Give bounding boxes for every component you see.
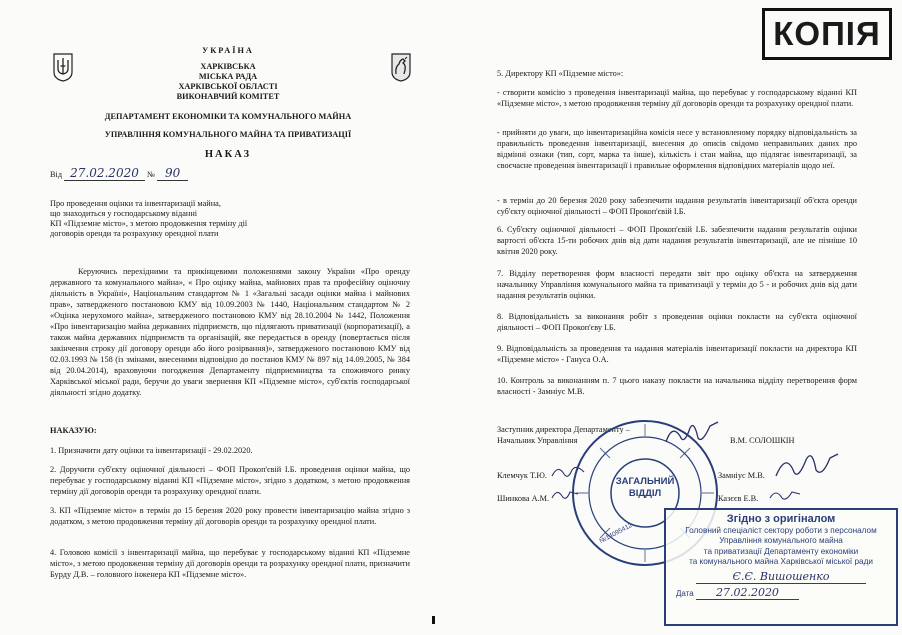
approval-left-2: Шинкова А.М. [497, 494, 550, 503]
country-title: УКРАЇНА [202, 46, 254, 55]
kharkiv-emblem-icon [390, 52, 412, 87]
seal-center-line: ЗАГАЛЬНИЙ [615, 476, 675, 487]
number-value: 90 [157, 166, 188, 181]
approval-right-1: Замніус М.В. [718, 471, 765, 480]
round-seal-center-text [612, 476, 678, 500]
document-type-title: НАКАЗ [204, 149, 252, 160]
order-item-10: 10. Контроль за виконанням п. 7 цього наказу покласти на начальника відділу перетворення форм власності - Замніус М.В. [497, 376, 857, 397]
document-right-page [450, 0, 902, 635]
approval-signature-icon [772, 448, 842, 482]
certified-copy-stamp [664, 508, 898, 626]
order-item-7: 7. Відділу перетворення форм власності передати звіт про оцінку об'єкта на затвердження начальнику Управління комунального майна та приватизації у термін до 5 - и робочих днів від дати надання результатів оцінки. [497, 269, 857, 301]
certified-stamp-title: Згідно з оригіналом [726, 513, 836, 525]
subject-block [50, 199, 330, 239]
subject-line: що знаходиться у господарському віданні [50, 209, 198, 219]
certified-stamp-line: та приватизації Департаменту економіки [703, 546, 859, 556]
certified-stamp-date-value: 27.02.2020 [696, 586, 799, 600]
date-prefix: Від [50, 170, 63, 179]
certified-stamp-line: Головний спеціаліст сектору роботи з персоналом [685, 526, 877, 535]
order-item-5-heading: 5. Директору КП «Підземне місто»: [497, 69, 624, 78]
signatory-title-line-1: Заступник директора Департаменту – [497, 425, 630, 434]
order-item-5-sub-2: - прийняти до уваги, що інвентаризаційна комісія несе у встановленому порядку відповідальність за правильність проведення інвентаризації, внесення до описів свідомо неправильних даних про відмінні ознаки (тип, сорт, марка та інше), кількість і стан майна, що підлягає інвентаризації, за своєчасне проведення інвентаризації і правильне оформлення відповідних матеріалів щодо неї. [497, 128, 857, 171]
kopia-stamp: КОПІЯ [762, 8, 892, 60]
seal-center-line: ВІДДІЛ [628, 487, 662, 499]
number-prefix: № [146, 170, 155, 179]
order-item-1: 1. Призначити дату оцінки та інвентаризації - 29.02.2020. [50, 446, 253, 455]
subject-line: договорів оренди та розрахунку орендної плати [50, 229, 219, 239]
council-line: МІСЬКА РАДА [198, 71, 258, 81]
subject-line: Про проведення оцінки та інвентаризації майна, [50, 199, 221, 208]
preamble-paragraph: Керуючись перехідними та прикінцевими положеннями закону України «Про оренду державного та комунального майна», « Про оцінку майна, майнових прав та професійну оціночну діяльність в Україні», Національним стандартом № 1 «Загальні засади оцінки майна і майнових прав», затвердженого постановою КМУ від 10.09.2003 № 1440, Національним стандартом № 2 «Оцінка нерухомого майна», затвердженого постановою КМУ від 28.10.2004 № 1442, Положення «Про інвентаризацію майна державних підприємств, що підлягають приватизації (корпоратизації), а також майна державних підприємств та організацій, яке передається в оренду (повертається після закінчення строку дії договору оренди або його розірвання)», затвердженого постановою КМУ від 02.03.1993 № 158 (із змінами, внесеними відповідно до постанов КМУ № 897 від 14.09.2005, № 384 від 20.04.2014), враховуючи погодження Департаменту підприємництва та споживчого ринку Харківської міської ради, беручи до уваги звернення КП «Підземне місто», суб'єктів господарської діяльності згідно додатку. [50, 267, 410, 398]
order-item-5-sub-1: - створити комісію з проведення інвентаризації майна, що перебуває у господарському віданні КП «Підземне місто», з метою продовження терміну дії договорів оренди та розрахунку орендної плати. [497, 88, 857, 109]
order-item-5-sub-3: - в термін до 20 березня 2020 року забезпечити надання результатів інвентаризації об'єкта оренди суб'єкту оціночної діяльності – ФОП Прокоп'євій І.Б. [497, 196, 857, 217]
council-line: ХАРКІВСЬКОЇ ОБЛАСТІ [178, 81, 278, 91]
council-line: ХАРКІВСЬКА [200, 62, 256, 71]
certified-stamp-line: Управління комунального майна [719, 536, 843, 546]
certified-stamp-body [666, 526, 896, 567]
date-number-line [50, 166, 250, 180]
order-item-3: 3. КП «Підземне місто» в термін до 15 березня 2020 року провести інвентаризацію майна згідно з додатком, з метою продовження терміну дії договорів оренди та розрахунку орендної плати. [50, 506, 410, 527]
certified-stamp-date-label: Дата [676, 589, 694, 598]
certified-stamp-date-line [666, 586, 896, 599]
order-item-4: 4. Головою комісії з інвентаризації майна, що перебуває у господарському віданні КП «Підземне місто», з метою продовження терміну дії договорів оренди та розрахунку орендної плати, призначити Бурду Д.В. – головного інженера КП «Підземне місто». [50, 548, 410, 580]
directorate-title: УПРАВЛІННЯ КОМУНАЛЬНОГО МАЙНА ТА ПРИВАТИЗАЦІЇ [104, 130, 352, 139]
certified-stamp-line: та комунального майна Харківської міської ради [689, 556, 873, 566]
date-value: 27.02.2020 [64, 166, 145, 181]
order-item-6: 6. Суб'єкту оціночної діяльності – ФОП Прокоп'євій І.Б. забезпечити надання результатів оцінки вартості об'єкта 15-ти робочих днів від дати надання результатів інвентаризації, але не пізніше 10 квітня 2020 року. [497, 225, 857, 257]
signatory-title-line-2: Начальник Управління [497, 436, 578, 445]
approval-right-2: Казєєв Е.В. [718, 494, 759, 503]
page-divider-mark [432, 616, 435, 624]
order-heading: НАКАЗУЮ: [50, 426, 97, 435]
council-line: ВИКОНАВЧИЙ КОМІТЕТ [176, 91, 280, 101]
subject-line: КП «Підземне місто», з метою продовження терміну дії [50, 219, 248, 229]
order-item-2: 2. Доручити суб'єкту оціночної діяльності – ФОП Прокоп'євій І.Б. проведення оцінки майна, що перебуває у господарському віданні КП «Підземне місто», згідно з додатком, з метою продовження терміну дії договорів оренди та розрахунку орендної плати. [50, 465, 410, 497]
trident-emblem-icon [52, 52, 74, 87]
document-left-page [0, 0, 450, 635]
certified-stamp-handwritten-name: Є.Є. Вишошенко [696, 570, 866, 584]
order-item-9: 9. Відповідальність за проведення та надання матеріалів інвентаризації покласти на директора КП «Підземне місто» - Гануса О.А. [497, 344, 857, 365]
signatory-name: В.М. СОЛОШКІН [730, 436, 795, 445]
department-title: ДЕПАРТАМЕНТ ЕКОНОМІКИ ТА КОМУНАЛЬНОГО МАЙНА [104, 112, 352, 121]
order-item-8: 8. Відповідальність за виконання робіт з проведення оцінки покласти на суб'єкта оціночної діяльності – ФОП Прокоп'єву І.Б. [497, 312, 857, 333]
city-council-block [150, 62, 306, 102]
approval-signature-icon [768, 486, 802, 504]
round-seal-number: №14095412 [598, 521, 634, 546]
approval-left-1: Клемчук Т.Ю. [497, 471, 547, 480]
